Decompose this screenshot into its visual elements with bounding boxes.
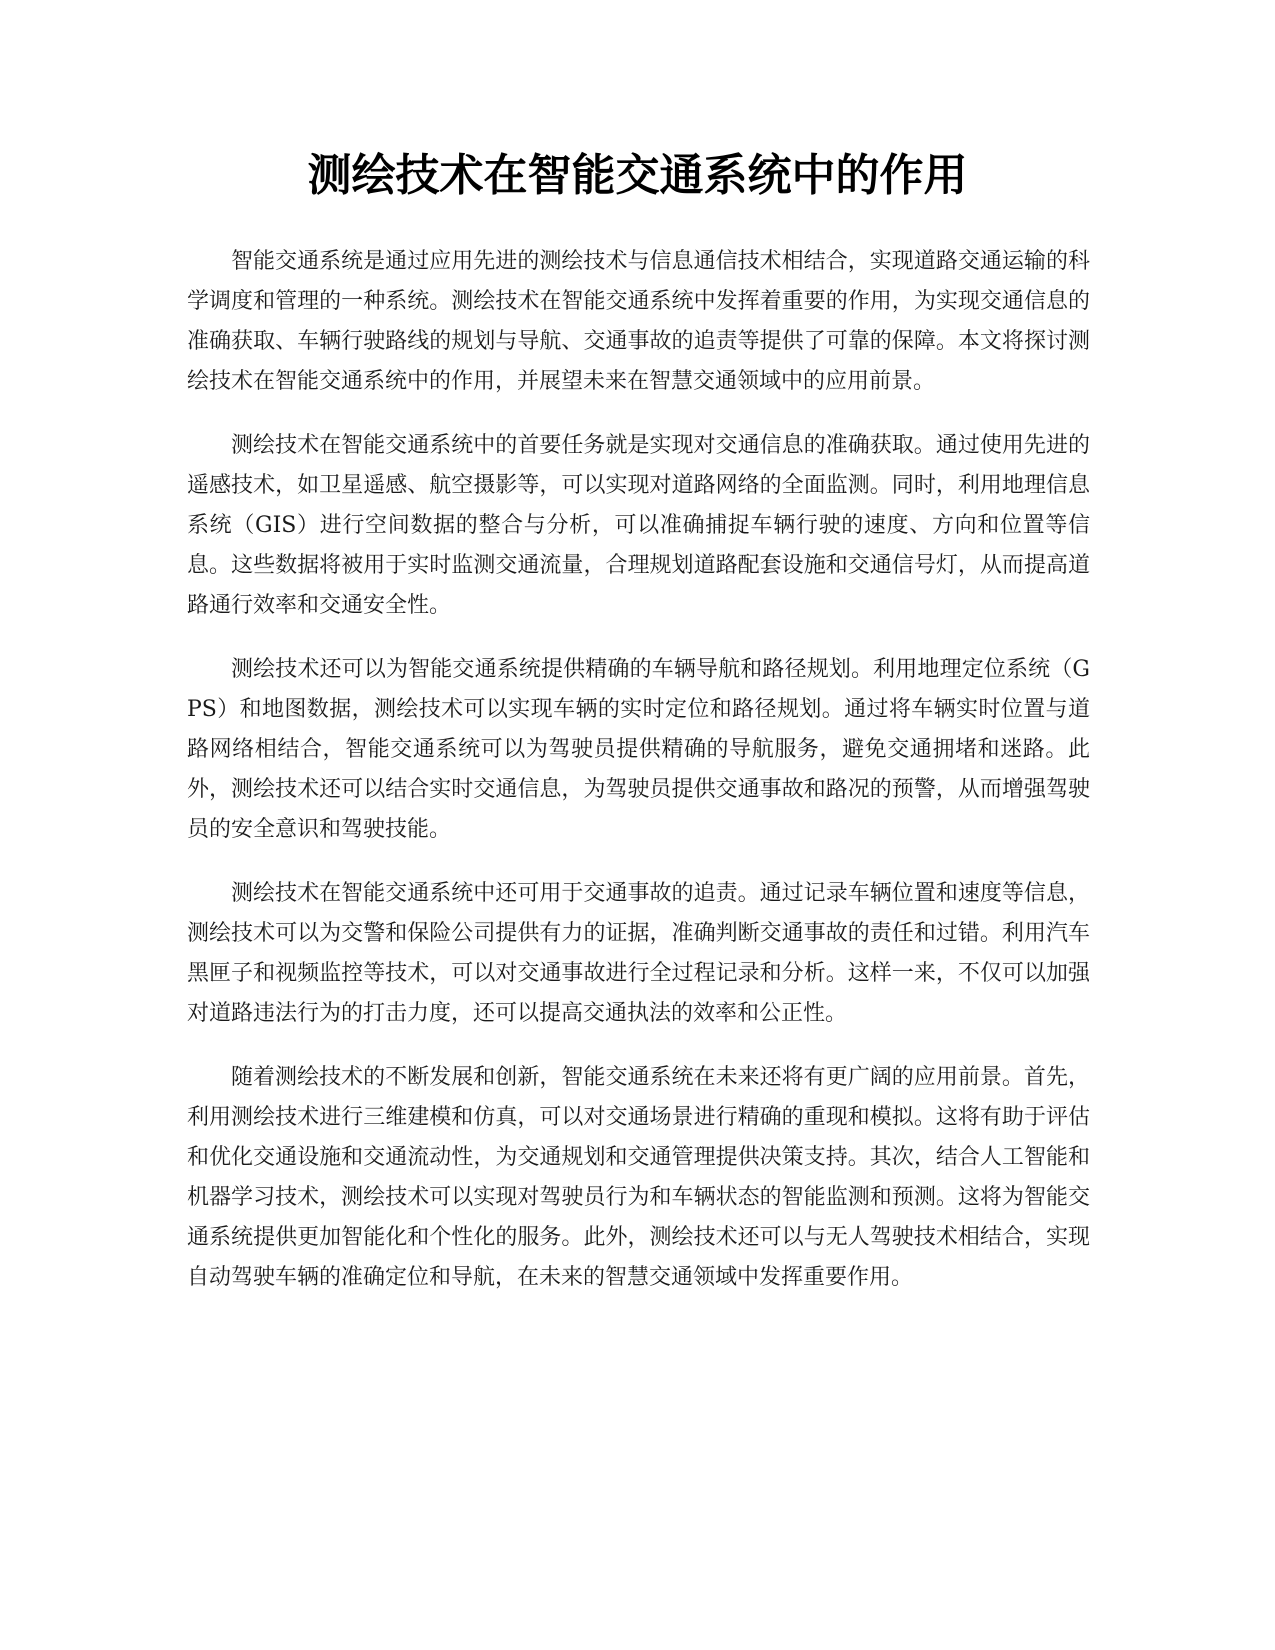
- paragraph-future-prospects: 随着测绘技术的不断发展和创新，智能交通系统在未来还将有更广阔的应用前景。首先，利用测绘技术进行三维建模和仿真，可以对交通场景进行精确的重现和模拟。这将有助于评估和优化交通设施和交通流动性，为交通规划和交通管理提供决策支持。其次，结合人工智能和机器学习技术，测绘技术可以实现对驾驶员行为和车辆状态的智能监测和预测。这将为智能交通系统提供更加智能化和个性化的服务。此外，测绘技术还可以与无人驾驶技术相结合，实现自动驾驶车辆的准确定位和导航，在未来的智慧交通领域中发挥重要作用。: [187, 1065, 1090, 1290]
- paragraph-accident-liability: 测绘技术在智能交通系统中还可用于交通事故的追责。通过记录车辆位置和速度等信息，测绘技术可以为交警和保险公司提供有力的证据，准确判断交通事故的责任和过错。利用汽车黑匣子和视频监控等技术，可以对交通事故进行全过程记录和分析。这样一来，不仅可以加强对道路违法行为的打击力度，还可以提高交通执法的效率和公正性。: [187, 881, 1090, 1026]
- paragraph-information-acquisition: 测绘技术在智能交通系统中的首要任务就是实现对交通信息的准确获取。通过使用先进的遥感技术，如卫星遥感、航空摄影等，可以实现对道路网络的全面监测。同时，利用地理信息系统（GIS）进行空间数据的整合与分析，可以准确捕捉车辆行驶的速度、方向和位置等信息。这些数据将被用于实时监测交通流量，合理规划道路配套设施和交通信号灯，从而提高道路通行效率和交通安全性。: [187, 433, 1090, 618]
- document-body: [187, 242, 1090, 1322]
- document-title: 测绘技术在智能交通系统中的作用: [307, 150, 968, 201]
- paragraph-navigation-planning: 测绘技术还可以为智能交通系统提供精确的车辆导航和路径规划。利用地理定位系统（GPS）和地图数据，测绘技术可以实现车辆的实时定位和路径规划。通过将车辆实时位置与道路网络相结合，智能交通系统可以为驾驶员提供精确的导航服务，避免交通拥堵和迷路。此外，测绘技术还可以结合实时交通信息，为驾驶员提供交通事故和路况的预警，从而增强驾驶员的安全意识和驾驶技能。: [187, 657, 1090, 842]
- paragraph-intro: 智能交通系统是通过应用先进的测绘技术与信息通信技术相结合，实现道路交通运输的科学调度和管理的一种系统。测绘技术在智能交通系统中发挥着重要的作用，为实现交通信息的准确获取、车辆行驶路线的规划与导航、交通事故的追责等提供了可靠的保障。本文将探讨测绘技术在智能交通系统中的作用，并展望未来在智慧交通领域中的应用前景。: [187, 249, 1090, 394]
